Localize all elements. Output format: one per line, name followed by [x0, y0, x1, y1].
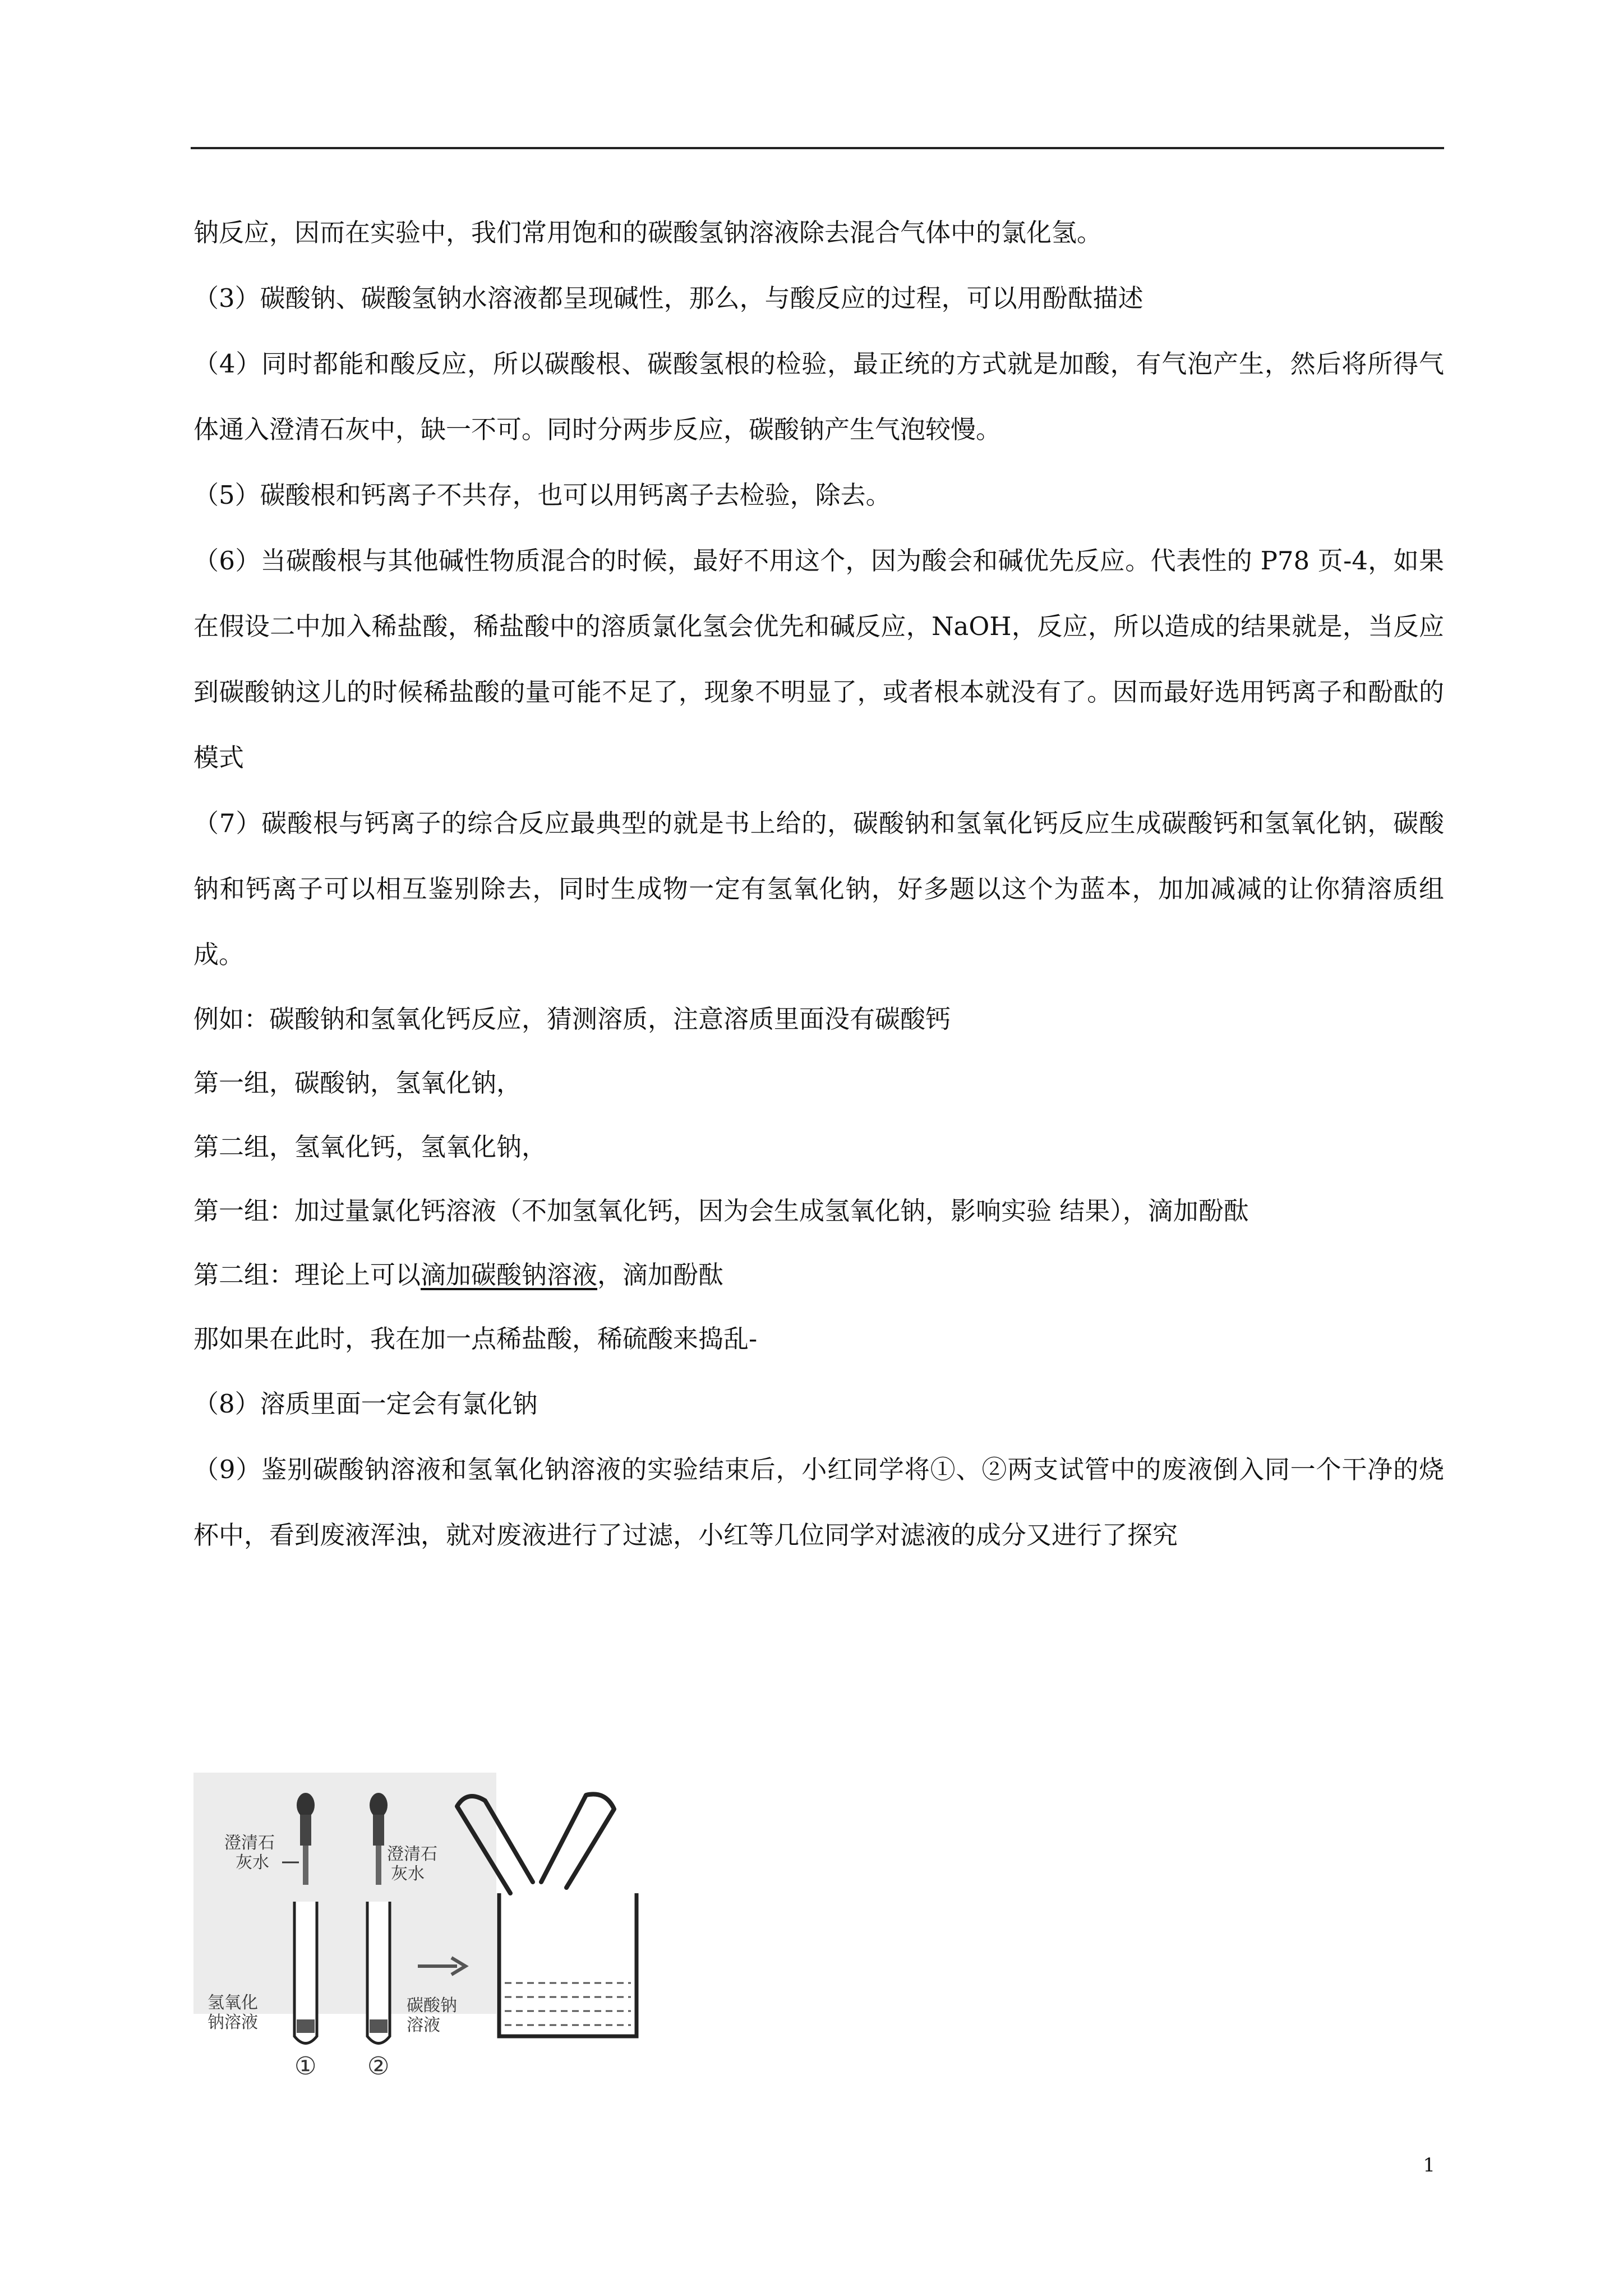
paragraph-p0: [193, 200, 1444, 265]
paragraph-text: （9）鉴别碳酸钠溶液和氢氧化钠溶液的实验结束后，小红同学将①、②两支试管中的废液倒入同一个干净的烧杯中，看到废液浑浊，就对废液进行了过滤，小红等几位同学对滤液的成分又进行了探究: [193, 1455, 1444, 1550]
paragraph-p3: [193, 265, 1444, 331]
paragraph-text: 例如：碳酸钠和氢氧化钙反应，猜测溶质，注意溶质里面没有碳酸钙: [193, 1004, 951, 1034]
paragraph-p7: [193, 790, 1444, 987]
paragraph-text: 滴加碳酸钠溶液: [421, 1260, 598, 1290]
label-na2co3-solution: 碳酸钠: [407, 1996, 457, 2016]
paragraph-p6: [193, 528, 1444, 790]
label-limewater-1: 澄清石: [224, 1833, 275, 1853]
tube-1-number: ①: [294, 2052, 317, 2081]
label-na2co3-solution-line2: 溶液: [407, 2016, 440, 2035]
paragraph-p9: [193, 1437, 1444, 1568]
paragraph-text: 第二组，氢氧化钙，氢氧化钠，: [193, 1132, 547, 1162]
header-rule: [191, 147, 1444, 149]
paragraph-p7c: [193, 1115, 1444, 1179]
label-limewater-2: 澄清石: [387, 1844, 437, 1864]
paragraph-p7d: [193, 1179, 1444, 1243]
test-tube-2-icon: [367, 1902, 390, 2044]
paragraph-p8: [193, 1371, 1444, 1437]
paragraph-text: 第一组：加过量氯化钙溶液（不加氢氧化钙，因为会生成氢氧化钠，影响实验 结果），滴加酚酞: [193, 1196, 1249, 1226]
paragraph-text: （6）当碳酸根与其他碱性物质混合的时候，最好不用这个，因为酸会和碱优先反应。代表性的 P78 页-4，如果在假设二中加入稀盐酸，稀盐酸中的溶质氯化氢会优先和碱反应，NaOH，反应，所以造成的结果就是，当反应到碳酸钠这儿的时候稀盐酸的量可能不足了，现象不明显了，或者根本就没有了。因而最好选用钙离子和酚酞的模式: [193, 546, 1444, 772]
paragraph-text: （8）溶质里面一定会有氯化钠: [193, 1389, 538, 1419]
paragraph-text: 那如果在此时，我在加一点稀盐酸，稀硫酸来捣乱-: [193, 1324, 758, 1354]
label-naoh-solution-line2: 钠溶液: [208, 2013, 258, 2032]
figure-background: [193, 1773, 496, 2014]
page-number: 1: [1423, 2154, 1435, 2177]
paragraph-p7f: [193, 1307, 1444, 1371]
paragraph-text: 第一组，碳酸钠，氢氧化钠，: [193, 1068, 522, 1098]
paragraph-text: 第二组：理论上可以: [193, 1260, 421, 1290]
paragraph-text: ，滴加酚酞: [597, 1260, 724, 1290]
paragraph-p5: [193, 462, 1444, 528]
paragraph-text: 钠反应，因而在实验中，我们常用饱和的碳酸氢钠溶液除去混合气体中的氯化氢。: [193, 218, 1103, 247]
paragraph-text: （7）碳酸根与钙离子的综合反应最典型的就是书上给的，碳酸钠和氢氧化钙反应生成碳酸钙和氢氧化钠，碳酸钠和钙离子可以相互鉴别除去，同时生成物一定有氢氧化钠，好多题以这个为蓝本，加加减减的让你猜溶质组成。: [193, 808, 1444, 969]
label-naoh-solution: 氢氧化: [208, 1993, 258, 2013]
poured-tube-right-icon: [541, 1794, 614, 1888]
label-limewater-1-line2: 灰水: [236, 1853, 269, 1872]
paragraph-text: （4）同时都能和酸反应，所以碳酸根、碳酸氢根的检验，最正统的方式就是加酸，有气泡产生，然后将所得气体通入澄清石灰中，缺一不可。同时分两步反应，碳酸钠产生气泡较慢。: [193, 349, 1444, 444]
label-limewater-2-line2: 灰水: [391, 1864, 425, 1884]
paragraph-p7e: [193, 1243, 1444, 1307]
tube-2-number: ②: [367, 2052, 390, 2081]
paragraph-p7b: [193, 1051, 1444, 1115]
paragraph-text: （3）碳酸钠、碳酸氢钠水溶液都呈现碱性，那么，与酸反应的过程，可以用酚酞描述: [193, 283, 1144, 313]
test-tube-1-icon: [294, 1902, 317, 2044]
beaker-icon: [499, 1893, 637, 2036]
paragraph-p4: [193, 331, 1444, 462]
document-body: [193, 200, 1444, 1568]
paragraph-p7a: [193, 987, 1444, 1051]
experiment-figure: [193, 1773, 698, 2092]
paragraph-text: （5）碳酸根和钙离子不共存，也可以用钙离子去检验，除去。: [193, 480, 891, 510]
